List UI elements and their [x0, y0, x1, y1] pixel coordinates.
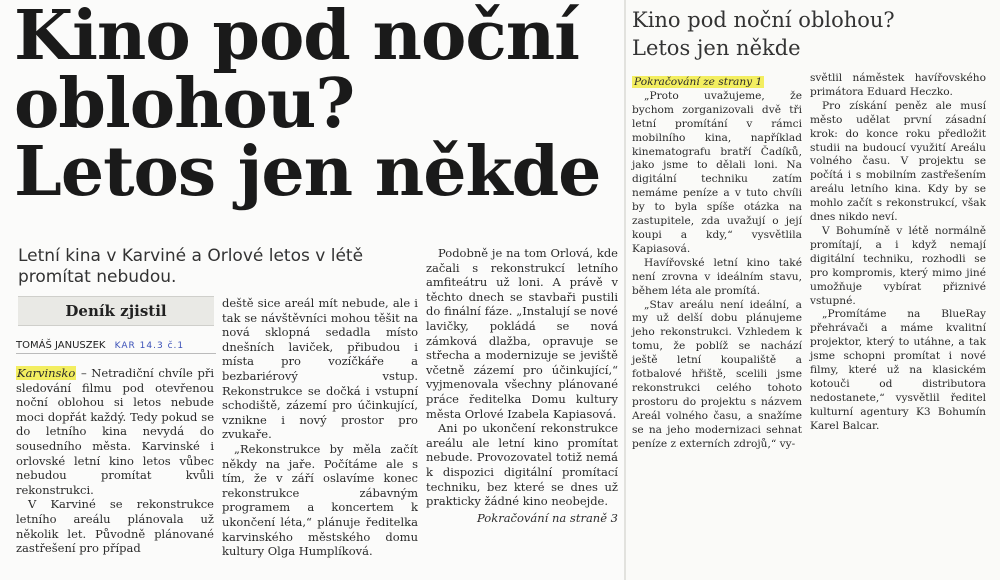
- rubric-label: Deník zjistil: [65, 302, 167, 320]
- headline: [14, 0, 614, 212]
- paragraph: „Proto uvažujeme, že bychom zorganizovali dvě tři letní promítání v rámci mobilního kina, například kinematografu bratří Čadíků, jako jsme to dělali loni. Na digitální techniku zatím nemáme peníze a v tuto chvíli by to byla spíše otázka na zastupitele, zda uvažují o její koupi a kdy,“ vysvětlila Kapiasová.: [632, 89, 802, 255]
- rubric-box: [18, 296, 214, 326]
- paragraph: Havířovské letní kino také není zrovna v ideálním stavu, během léta ale promítá.: [632, 256, 802, 297]
- paragraph: Pro získání peněz ale musí město udělat první zásadní krok: do konce roku předložit studii na budoucí využití Areálu volného času. V projektu se počítá i s mobilním zastřešením areálu letního kina. Kdy by se mohlo začít s rekonstrukcí, však dnes nikdo neví.: [810, 99, 986, 224]
- headline-line: Letos jen někde: [14, 132, 601, 212]
- paragraph: „Rekonstrukce by měla začít někdy na jaře. Počítáme ale s tím, že v září oslavíme konec rekonstrukce zábavným programem a koncertem k ukončení léta,“ plánuje ředitelka karvinského městského domu kultury Olga Humplíková.: [222, 441, 418, 559]
- article-column-2: [222, 296, 418, 559]
- continued-page-section: [626, 0, 1000, 580]
- subheadline: Letní kina v Karviné a Orlové letos v létě promítat nebudou.: [18, 246, 364, 287]
- paragraph: Ani po ukončení rekonstrukce areálu ale letní kino promítat nebude. Provozovatel totiž nemá k dispozici digitální promítací techniku, bez které se dnes už prakticky žádné kino neobejde.: [426, 421, 618, 509]
- paragraph: deště sice areál mít nebude, ale i tak se návštěvníci mohou těšit na nová sklopná sedadla místo dnešních laviček, přibudou i místa pro vozíčkáře a bezbariérový vstup. Rekonstrukce se dočká i vstupní schodiště, zázemí pro účinkující, vznikne i nový prostor pro zvukaře.: [222, 296, 418, 442]
- headline-line: Kino pod noční: [14, 0, 579, 76]
- handwritten-note: KAR 14.3 č.1: [114, 341, 185, 351]
- article-column-3: [426, 246, 618, 525]
- paragraph: V Karviné se rekonstrukce letního areálu plánovala už několik let. Původně plánované zastřešení pro případ: [16, 497, 214, 556]
- lead-text: – Netradiční chvíle při sledování filmu pod otevřenou noční oblohou si letos nebude moci dopřát každý. Tedy pokud se do letního kina nevydá do sousedního města. Karvinské i orlovské letní kino letos vůbec nebudou promítat kvůli rekonstrukci.: [16, 366, 214, 497]
- continued-headline: [632, 6, 992, 62]
- paragraph: [632, 76, 802, 90]
- continued-from-label: Pokračování ze strany 1: [634, 76, 763, 88]
- paragraph: „Stav areálu není ideální, a my už delší dobu plánujeme jeho rekonstrukci. Vzhledem k tomu, že poblíž se nachází ještě letní koupaliště a fotbalové hřiště, scelili jsme rekonstrukci celého tohoto prostoru do projektu s názvem Areál volného času, a snažíme se na jeho modernizaci sehnat peníze z externích zdrojů,“ vy-: [632, 298, 802, 450]
- continued-column-2: [810, 72, 986, 434]
- paragraph: V Bohumíně v létě normálně promítají, a i když nemají digitální techniku, rozhodli se pro kompromis, který mimo jiné umožňuje vybírat přiznivé vstupné.: [810, 224, 986, 307]
- continuation-note: Pokračování na straně 3: [477, 510, 618, 525]
- headline-line: Kino pod noční oblohou?: [632, 8, 895, 32]
- paragraph: světlil náměstek havířovského primátora Eduard Heczko.: [810, 72, 986, 98]
- headline-line: oblohou?: [14, 64, 355, 144]
- headline-line: Letos jen někde: [632, 36, 801, 60]
- article-column-1: [16, 366, 214, 556]
- dateline: Karvinsko: [17, 366, 76, 380]
- paragraph: Podobně je na tom Orlová, kde začali s rekonstrukcí letního amfiteátru už loni. A právě v těchto dnech se stavbaři pustili do finální fáze. „Instalují se nové lavičky, pokládá se nová zámková dlažba, opravuje se střecha a modernizuje se jeviště včetně zázemí pro účinkující,“ vyjmenovala všechny plánované práce ředitelka Domu kultury města Orlové Izabela Kapiasová.: [426, 246, 618, 421]
- paragraph: [16, 366, 214, 497]
- author-name: TOMÁŠ JANUSZEK: [16, 340, 106, 351]
- byline: [16, 340, 216, 354]
- continued-column-1: [632, 76, 802, 451]
- paragraph: „Promítáme na BlueRay přehrávači a máme kvalitní projektor, který to utáhne, a tak jsme schopni promítat i nové filmy, které už na klasickém kotouči od distributora nedostanete,“ vysvětlil ředitel kulturní agentury K3 Bohumín Karel Balcar.: [810, 308, 986, 432]
